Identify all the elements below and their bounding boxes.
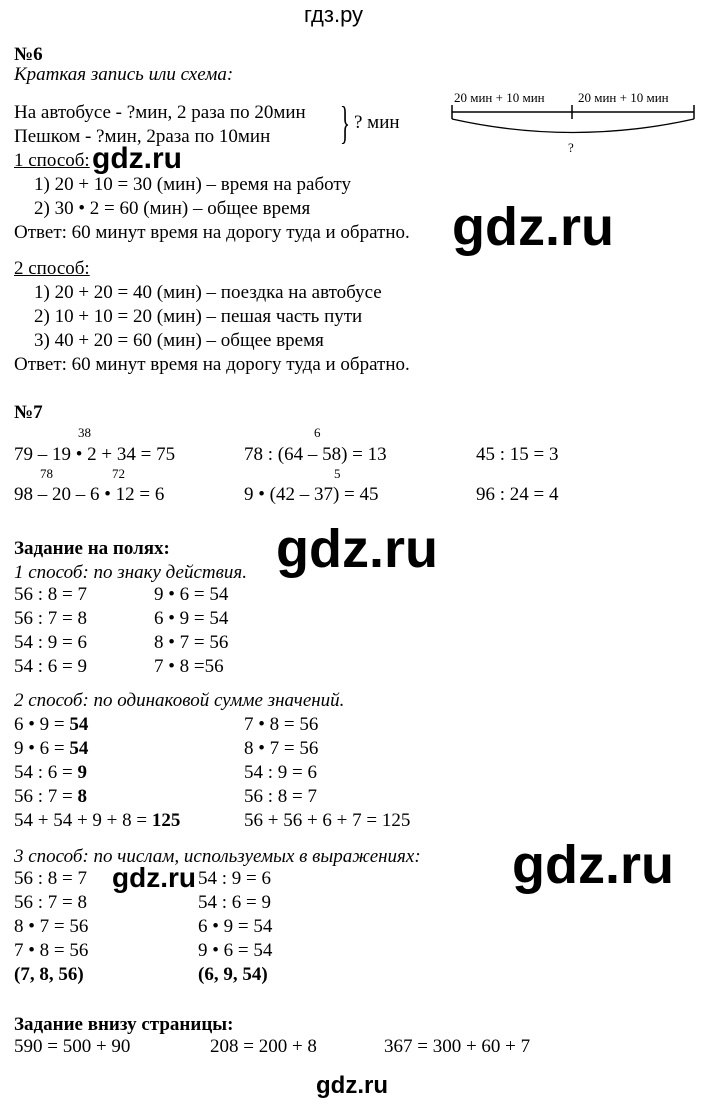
m3-right-3: 6 • 9 = 54	[198, 916, 273, 937]
expr-2a-hint-2: 72	[112, 466, 125, 481]
expr-1a: 79 – 19 • 2 + 34 = 75	[14, 444, 176, 465]
expr-1c: 45 : 15 = 3	[476, 444, 559, 465]
m3-group-right: (6, 9, 54)	[198, 964, 268, 985]
m2-left-2-expr: 9 • 6 =	[14, 738, 70, 759]
m3-left-4: 7 • 8 = 56	[14, 940, 89, 961]
m3-left-3: 8 • 7 = 56	[14, 916, 89, 937]
watermark-logo: gdz.ru	[316, 1072, 388, 1099]
walk-condition: Пешком - ?мин, 2раза по 10мин	[14, 126, 271, 147]
m2-left-3-expr: 54 : 6 =	[14, 762, 78, 783]
scheme-question: ?	[568, 140, 574, 155]
m2-left-1	[14, 714, 88, 736]
m2-left-1-expr: 6 • 9 =	[14, 714, 70, 735]
task-6-subtitle: Краткая запись или схема:	[14, 64, 234, 85]
m2-left-4-value: 8	[77, 786, 87, 807]
m2-right-3: 54 : 9 = 6	[244, 762, 317, 783]
m2-left-4-expr: 56 : 7 =	[14, 786, 78, 807]
site-header: гдз.ру	[304, 2, 364, 27]
expr-2b-hint: 5	[334, 466, 341, 481]
m3-left-2: 56 : 7 = 8	[14, 892, 87, 913]
time-scheme-diagram	[448, 88, 698, 158]
way-2-title: 2 способ:	[14, 258, 90, 279]
margins-way-1-title: 1 способ: по знаку действия.	[14, 562, 247, 583]
way-1-answer: Ответ: 60 минут время на дорогу туда и обратно.	[14, 222, 410, 243]
m2-right-4: 56 : 8 = 7	[244, 786, 317, 807]
bottom-title: Задание внизу страницы:	[14, 1014, 234, 1035]
m1-right-3: 8 • 7 = 56	[154, 632, 229, 653]
m2-left-5-value: 125	[151, 810, 181, 831]
m2-left-3	[14, 762, 87, 784]
margins-way-3-title: 3 способ: по числам, используемых в выражениях:	[14, 846, 421, 867]
m1-left-4: 54 : 6 = 9	[14, 656, 87, 677]
watermark-logo: gdz.ru	[452, 197, 614, 257]
way-1-step-1: 1) 20 + 10 = 30 (мин) – время на работу	[34, 174, 351, 195]
brace-symbol: }	[340, 97, 350, 148]
m3-group-left: (7, 8, 56)	[14, 964, 84, 985]
m3-left-1: 56 : 8 = 7	[14, 868, 87, 889]
way-1-step-2: 2) 30 • 2 = 60 (мин) – общее время	[34, 198, 311, 219]
way-2-step-2: 2) 10 + 10 = 20 (мин) – пешая часть пути	[34, 306, 363, 327]
margins-way-2-title: 2 способ: по одинаковой сумме значений.	[14, 690, 345, 711]
expr-1b: 78 : (64 – 58) = 13	[244, 444, 387, 465]
watermark-logo: gdz.ru	[276, 519, 438, 579]
margins-title: Задание на полях:	[14, 538, 170, 559]
m2-right-2: 8 • 7 = 56	[244, 738, 319, 759]
m1-left-1: 56 : 8 = 7	[14, 584, 87, 605]
m1-right-2: 6 • 9 = 54	[154, 608, 229, 629]
expr-1a-hint: 38	[78, 425, 91, 440]
expr-2c: 96 : 24 = 4	[476, 484, 559, 505]
bus-condition: На автобусе - ?мин, 2 раза по 20мин	[14, 102, 306, 123]
m2-left-5	[14, 810, 180, 832]
bottom-item-1: 590 = 500 + 90	[14, 1036, 131, 1057]
bottom-item-3: 367 = 300 + 60 + 7	[384, 1036, 531, 1057]
way-1-title: 1 способ:	[14, 150, 90, 171]
watermark-logo: gdz.ru	[512, 835, 674, 895]
m1-right-1: 9 • 6 = 54	[154, 584, 229, 605]
m3-right-1: 54 : 9 = 6	[198, 868, 271, 889]
scheme-left-label: 20 мин + 10 мин	[454, 90, 545, 105]
expr-2a-hint-1: 78	[40, 466, 53, 481]
m2-right-1: 7 • 8 = 56	[244, 714, 319, 735]
expr-2a: 98 – 20 – 6 • 12 = 6	[14, 484, 165, 505]
m2-left-2-value: 54	[69, 738, 89, 759]
expr-1b-hint: 6	[314, 425, 321, 440]
way-2-answer: Ответ: 60 минут время на дорогу туда и обратно.	[14, 354, 410, 375]
m1-right-4: 7 • 8 =56	[154, 656, 224, 677]
expr-2b: 9 • (42 – 37) = 45	[244, 484, 379, 505]
m3-right-2: 54 : 6 = 9	[198, 892, 271, 913]
m2-right-5: 56 + 56 + 6 + 7 = 125	[244, 810, 411, 831]
brace-result: ? мин	[354, 112, 400, 133]
m2-left-1-value: 54	[69, 714, 89, 735]
m2-left-4	[14, 786, 87, 808]
m3-right-4: 9 • 6 = 54	[198, 940, 273, 961]
way-2-step-1: 1) 20 + 20 = 40 (мин) – поездка на автобусе	[34, 282, 382, 303]
watermark-logo: gdz.ru	[112, 862, 196, 893]
way-2-step-3: 3) 40 + 20 = 60 (мин) – общее время	[34, 330, 324, 351]
scheme-right-label: 20 мин + 10 мин	[578, 90, 669, 105]
bottom-item-2: 208 = 200 + 8	[210, 1036, 317, 1057]
m1-left-2: 56 : 7 = 8	[14, 608, 87, 629]
m2-left-5-expr: 54 + 54 + 9 + 8 =	[14, 810, 152, 831]
m1-left-3: 54 : 9 = 6	[14, 632, 87, 653]
m2-left-3-value: 9	[77, 762, 87, 783]
m2-left-2	[14, 738, 88, 760]
task-6-title: №6	[14, 44, 43, 65]
task-7-title: №7	[14, 402, 43, 423]
watermark-logo: gdz.ru	[92, 142, 182, 175]
